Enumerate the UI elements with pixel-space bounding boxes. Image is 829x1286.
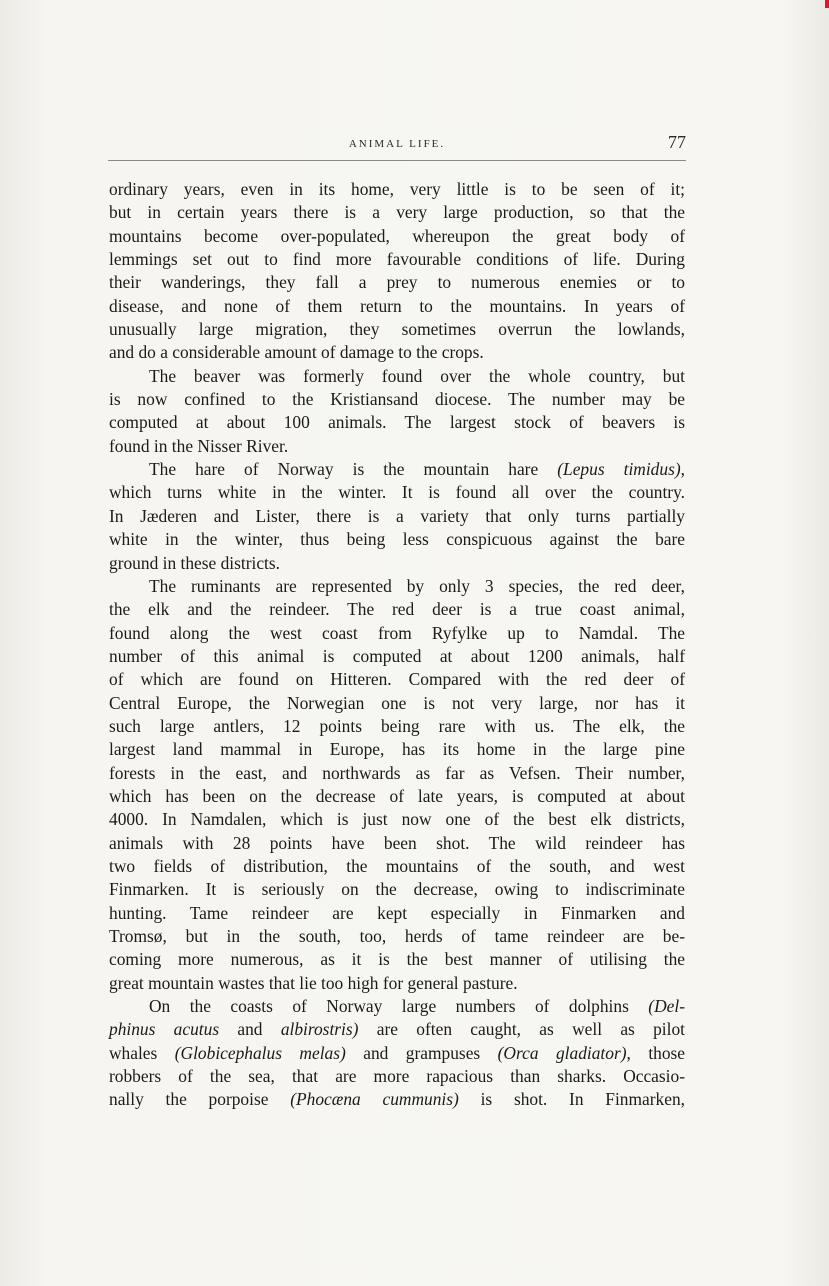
text-line: hunting. Tame reindeer are kept especially in Finmarken and — [109, 902, 685, 923]
text-line: On the coasts of Norway large numbers of dolphins (Del- — [149, 996, 685, 1017]
text-line: disease, and none of them return to the mountains. In years of — [109, 295, 685, 316]
text-line: such large antlers, 12 points being rare with us. The elk, the — [109, 715, 685, 736]
latin-name: (Del- — [648, 996, 685, 1017]
page-edge-mark — [825, 0, 829, 8]
text-line: their wanderings, they fall a prey to numerous enemies or to — [109, 272, 685, 293]
text-line: and do a considerable amount of damage to the crops. — [109, 342, 484, 363]
text-line: which turns white in the winter. It is found all over the country. — [109, 482, 685, 503]
text-line: nally the porpoise (Phocæna cummunis) is shot. In Finmarken, — [109, 1089, 685, 1110]
latin-name: (Phocæna cummunis) — [290, 1089, 459, 1110]
text-line: robbers of the sea, that are more rapacious than sharks. Occasio- — [109, 1066, 685, 1087]
text-line: Finmarken. It is seriously on the decrease, owing to indiscriminate — [109, 879, 685, 900]
text-line: Tromsø, but in the south, too, herds of tame reindeer are be- — [109, 926, 685, 946]
running-title: ANIMAL LIFE. — [348, 138, 446, 150]
text-line: animals with 28 points have been shot. The wild reindeer has — [109, 832, 685, 853]
text-line: found in the Nisser River. — [109, 435, 289, 456]
text-line: 4000. In Namdalen, which is just now one of the best elk districts, — [109, 809, 685, 830]
latin-name: (Globicephalus melas) — [174, 1042, 346, 1063]
text-line: ground in these districts. — [109, 552, 280, 573]
text-line: two fields of distribution, the mountains of the south, and west — [109, 855, 685, 876]
text-line: The beaver was formerly found over the whole country, but — [149, 365, 685, 386]
text-line: unusually large migration, they sometimes overrun the lowlands, — [109, 319, 685, 340]
text-line: which has been on the decrease of late years, is computed at about — [109, 785, 685, 806]
text-line: Central Europe, the Norwegian one is not very large, nor has it — [109, 692, 685, 713]
text-line: great mountain wastes that lie too high for general pasture. — [109, 972, 518, 993]
text-line: The hare of Norway is the mountain hare (Lepus timidus), — [149, 459, 685, 480]
text-line: coming more numerous, as it is the best manner of utilising the — [109, 949, 685, 970]
body-text — [109, 178, 685, 1112]
text-line: of which are found on Hitteren. Compared with the red deer of — [109, 669, 685, 690]
latin-name: phinus acutus — [109, 1019, 220, 1040]
text-line: The ruminants are represented by only 3 species, the red deer, — [149, 575, 685, 596]
text-line: ordinary years, even in its home, very little is to be seen of it; — [109, 179, 685, 199]
latin-name: (Lepus timidus) — [557, 459, 681, 480]
running-head — [108, 132, 686, 161]
latin-name: albirostris) — [280, 1019, 359, 1040]
text-line: computed at about 100 animals. The largest stock of beavers is — [109, 412, 685, 433]
text-line: is now confined to the Kristiansand diocese. The number may be — [109, 389, 685, 410]
text-line: forests in the east, and northwards as far as Vefsen. Their number, — [109, 762, 685, 783]
text-line: largest land mammal in Europe, has its home in the large pine — [109, 739, 685, 760]
text-line: found along the west coast from Ryfylke up to Namdal. The — [109, 622, 685, 643]
page-number: 77 — [668, 132, 686, 152]
text-line: white in the winter, thus being less conspicuous against the bare — [109, 529, 685, 550]
text-line: lemmings set out to find more favourable conditions of life. During — [109, 249, 685, 270]
text-line: but in certain years there is a very large production, so that the — [109, 202, 685, 223]
text-line: the elk and the reindeer. The red deer is a true coast animal, — [109, 599, 685, 620]
text-line: phinus acutus and albirostris) are often caught, as well as pilot — [109, 1019, 686, 1040]
text-line: mountains become over-populated, whereupon the great body of — [109, 225, 685, 246]
text-line: number of this animal is computed at about 1200 animals, half — [109, 645, 685, 666]
latin-name: (Orca gladiator) — [497, 1042, 627, 1063]
text-line: In Jæderen and Lister, there is a variety that only turns partially — [109, 505, 685, 526]
text-line: whales (Globicephalus melas) and grampuses (Orca gladiator), those — [109, 1042, 686, 1063]
